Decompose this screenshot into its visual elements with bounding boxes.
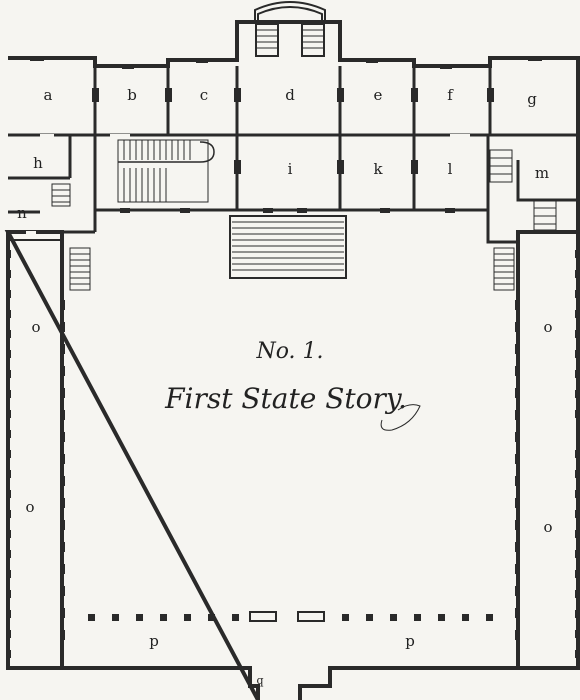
plan-number: No. 1. bbox=[256, 339, 324, 364]
room-label-c: c bbox=[199, 86, 209, 104]
room-label-p-right: p bbox=[405, 632, 415, 650]
room-label-b: b bbox=[127, 86, 137, 104]
plan-title: First State Story. bbox=[165, 382, 407, 415]
room-label-h: h bbox=[33, 154, 43, 172]
room-label-a: a bbox=[43, 86, 53, 104]
room-label-i: i bbox=[287, 160, 293, 178]
room-label-o-left-lower: o bbox=[25, 498, 35, 516]
room-label-k: k bbox=[373, 160, 383, 178]
room-label-m: m bbox=[534, 164, 550, 182]
room-label-o-right-lower: o bbox=[543, 518, 553, 536]
room-label-e: e bbox=[373, 86, 383, 104]
room-label-f: f bbox=[447, 86, 453, 104]
room-label-l: l bbox=[447, 160, 453, 178]
room-label-p-left: p bbox=[149, 632, 159, 650]
room-label-g: g bbox=[527, 90, 537, 108]
room-label-o-left-upper: o bbox=[31, 318, 41, 336]
room-label-d: d bbox=[285, 86, 295, 104]
room-label-o-right-upper: o bbox=[543, 318, 553, 336]
room-label-q: q bbox=[256, 674, 264, 687]
room-label-n: n bbox=[17, 204, 27, 222]
